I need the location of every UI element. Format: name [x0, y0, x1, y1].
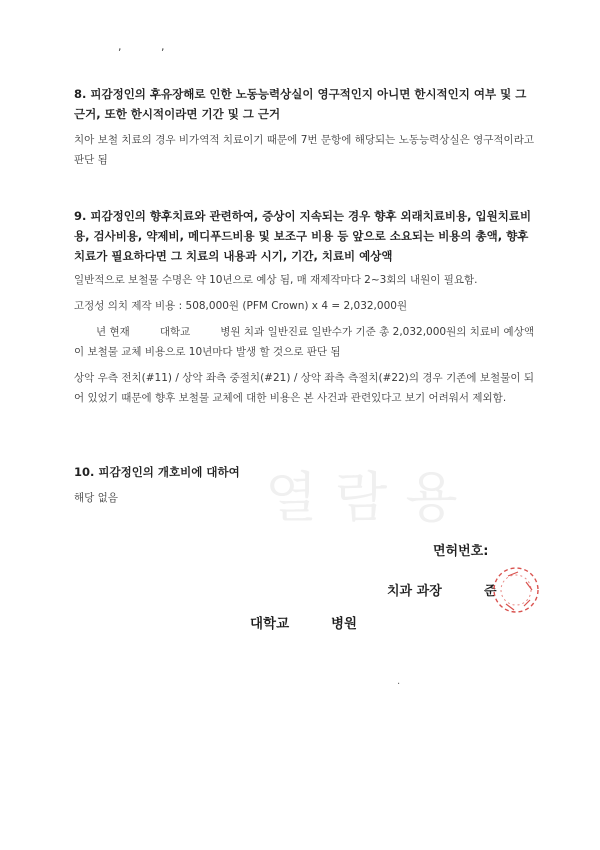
section-9-heading: 9. 피감정인의 향후치료와 관련하여, 증상이 지속되는 경우 향후 외래치료비용, 입원치료비용, 검사비용, 약제비, 메디푸드비용 및 보조구 비용 등 앞으로 소요되는 비용의 총액, 향후 치료가 필요하다면 그 치료의 내용과 시기, 기간, 치료비 예상액	[74, 209, 532, 263]
top-marks: , ,	[118, 40, 183, 53]
section-9-para-3	[74, 322, 534, 362]
section-10	[74, 462, 534, 508]
dot-mark: .	[397, 676, 401, 687]
dept-title: 치과 과장	[387, 584, 442, 599]
section-9-para-4: 상악 우측 전치(#11) / 상악 좌측 중절치(#21) / 상악 좌측 측절치(#22)의 경우 기존에 보철물이 되어 있었기 때문에 향후 보철물 교체에 대한 비용은 본 사건과 관련있다고 보기 어려워서 제외함.	[74, 372, 534, 404]
license-number-label: 면허번호:	[433, 544, 489, 559]
signer-name-char: 준	[484, 584, 497, 599]
hospital-name: 병원	[331, 616, 358, 632]
para-3-rest: 병원 치과 일반진료 일반수가 기준 총 2,032,000원의 치료비 예상액이 보철물 교체 비용으로 10년마다 발생 할 것으로 판단 됨	[74, 326, 534, 358]
section-10-heading: 10. 피감정인의 개호비에 대하여	[74, 465, 240, 479]
university-label: 대학교	[159, 326, 191, 338]
university-name: 대학교	[250, 616, 290, 632]
watermark: 열람용	[265, 466, 476, 529]
section-9	[74, 206, 534, 408]
official-seal-stamp	[488, 560, 544, 620]
section-9-para-2: 고정성 의치 제작 비용 : 508,000원 (PFM Crown) x 4 = 2,032,000원	[74, 300, 408, 312]
section-8-body: 치아 보철 치료의 경우 비가역적 치료이기 때문에 7번 문항에 해당되는 노동능력상실은 영구적이라고 판단 됨	[74, 134, 534, 166]
section-9-para-1: 일반적으로 보철물 수명은 약 10년으로 예상 됨, 매 재제작마다 2~3회의 내원이 필요함.	[74, 274, 478, 286]
section-8	[74, 84, 534, 170]
section-10-body: 해당 없음	[74, 492, 118, 504]
year-current-label: 년 현재	[96, 326, 130, 338]
section-8-heading: 8. 피감정인의 후유장해로 인한 노동능력상실이 영구적인지 아니면 한시적인지 여부 및 그 근거, 또한 한시적이라면 기간 및 그 근거	[74, 87, 527, 121]
